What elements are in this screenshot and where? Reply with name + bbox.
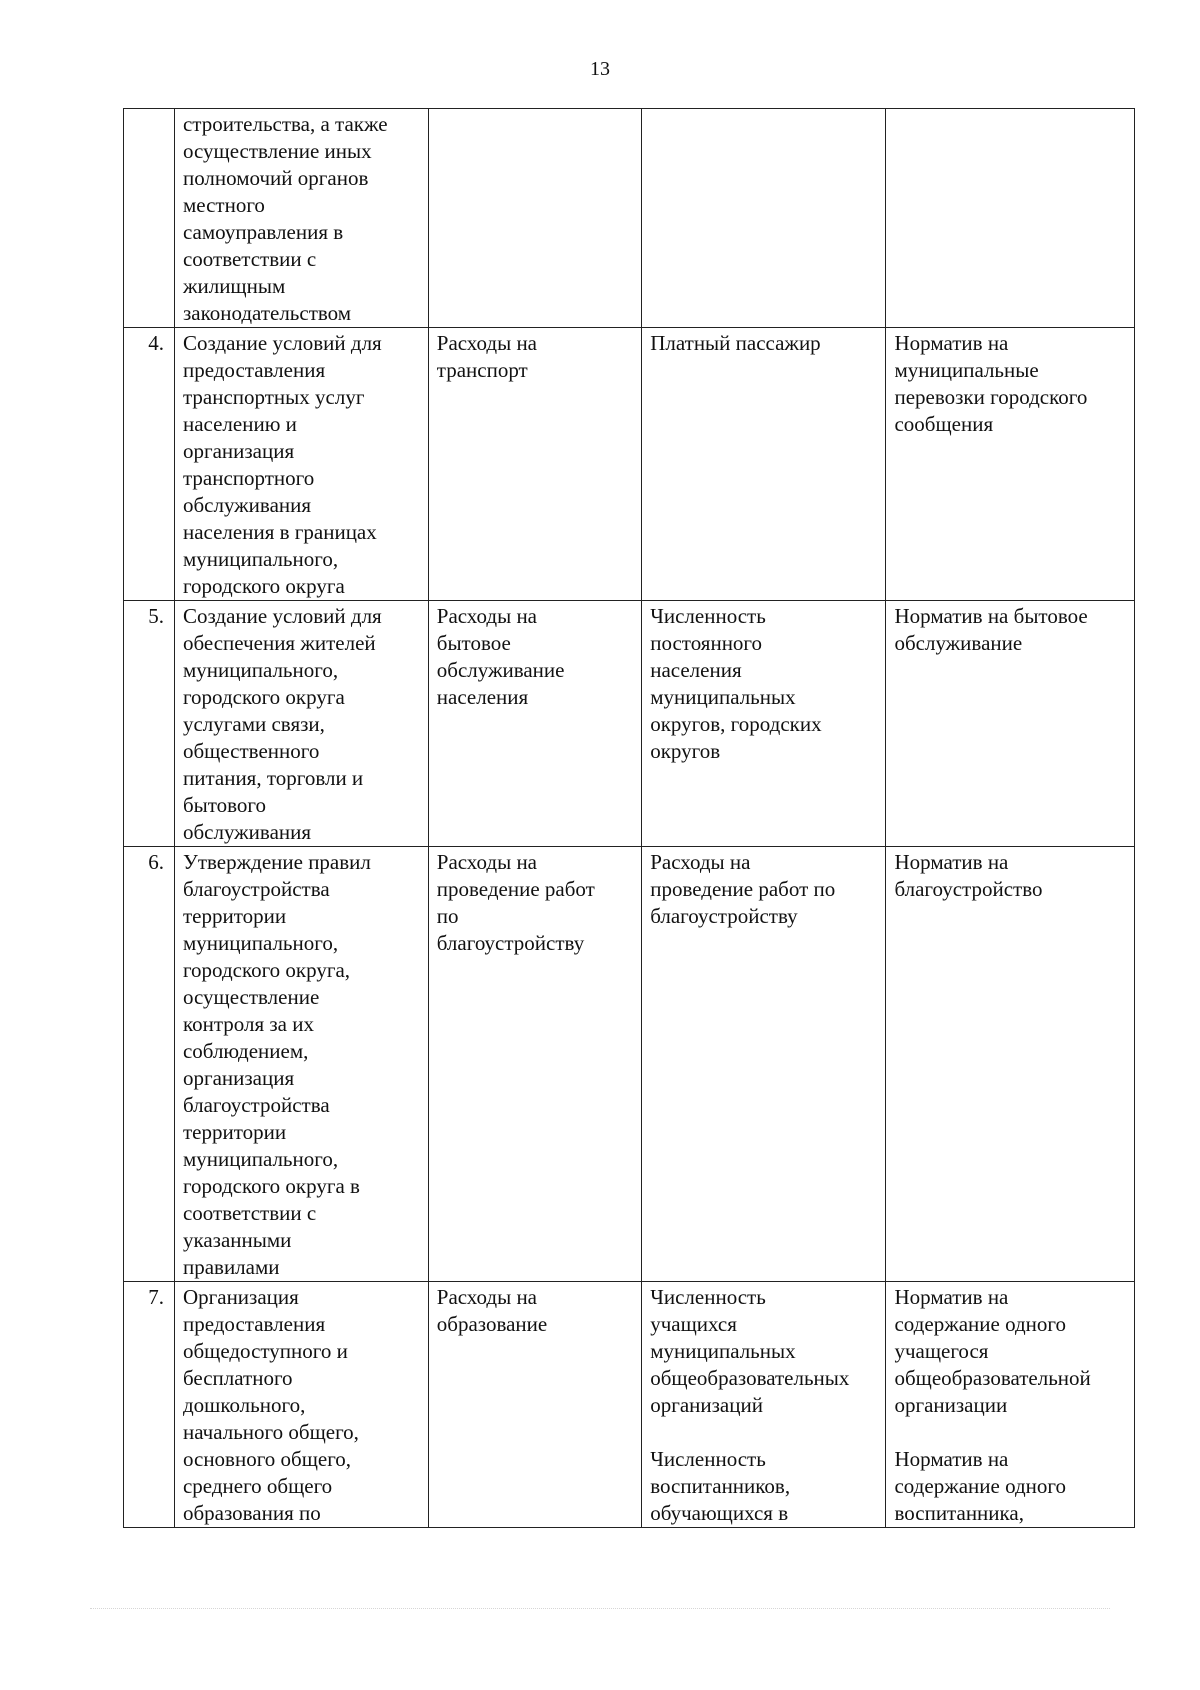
cell-text-line: обслуживания bbox=[182, 820, 312, 844]
cell-text-line: Норматив на bbox=[894, 1285, 1009, 1309]
cell-text-line: полномочий органов bbox=[182, 166, 369, 190]
cell-text-line: муниципальные bbox=[894, 358, 1039, 382]
cell-text-line: Численность bbox=[650, 604, 766, 628]
cell-text-line: по bbox=[436, 904, 459, 928]
cell-text-line: муниципального, bbox=[182, 931, 339, 955]
cell-text-line: осуществление bbox=[182, 985, 320, 1009]
cell-text-line: Норматив на bbox=[894, 331, 1009, 355]
cell-text-line: округов bbox=[650, 739, 721, 763]
cell-text-line: городского округа, bbox=[182, 958, 351, 982]
indicator-cell bbox=[642, 1282, 886, 1528]
cell-text-line: транспорт bbox=[436, 358, 528, 382]
cell-text-line: воспитанников, bbox=[650, 1474, 791, 1498]
cell-text-line: муниципальных bbox=[650, 685, 796, 709]
subject-cell bbox=[174, 1282, 428, 1528]
cell-text-line: предоставления bbox=[182, 358, 326, 382]
cell-text-line: начального общего, bbox=[182, 1420, 359, 1444]
cell-text-line: транспортного bbox=[182, 466, 315, 490]
cell-text-line: питания, торговли и bbox=[182, 766, 364, 790]
cell-text-line: территории bbox=[182, 904, 287, 928]
cell-text-line: округов, городских bbox=[650, 712, 822, 736]
indicator-cell bbox=[642, 109, 886, 328]
cell-text-line: транспортных услуг bbox=[182, 385, 365, 409]
cell-text-line: благоустройству bbox=[436, 931, 585, 955]
cell-text-line: соответствии с bbox=[182, 247, 317, 271]
indicator-cell bbox=[642, 601, 886, 847]
cell-text-line: обеспечения жителей bbox=[182, 631, 376, 655]
cell-text-line: обслуживание bbox=[894, 631, 1023, 655]
table-row bbox=[124, 328, 1135, 601]
row-number: 5. bbox=[124, 601, 175, 847]
cell-text-line: общедоступного и bbox=[182, 1339, 348, 1363]
expenses-cell bbox=[428, 847, 641, 1282]
cell-text-line: соблюдением, bbox=[182, 1039, 309, 1063]
cell-gap bbox=[894, 1419, 1126, 1446]
cell-text-line: Расходы на bbox=[436, 1285, 538, 1309]
subject-cell bbox=[174, 601, 428, 847]
cell-text-line: бытового bbox=[182, 793, 267, 817]
cell-text-line: населения в границах bbox=[182, 520, 377, 544]
subject-cell bbox=[174, 847, 428, 1282]
cell-text-line: обслуживание bbox=[436, 658, 565, 682]
cell-text-line: Численность bbox=[650, 1447, 766, 1471]
cell-text-line: муниципального, bbox=[182, 547, 339, 571]
cell-text-line: бытовое bbox=[436, 631, 511, 655]
cell-text-line: населению и bbox=[182, 412, 297, 436]
cell-text-line: содержание одного bbox=[894, 1312, 1066, 1336]
cell-text-line: благоустройству bbox=[650, 904, 798, 928]
subject-cell bbox=[174, 328, 428, 601]
cell-text-line: городского округа bbox=[182, 574, 345, 598]
cell-text-line: Расходы на bbox=[650, 850, 751, 874]
cell-text-line: правилами bbox=[182, 1255, 280, 1279]
table-row bbox=[124, 601, 1135, 847]
expenses-cell bbox=[428, 328, 641, 601]
page-number: 13 bbox=[590, 58, 610, 80]
cell-text-line: общественного bbox=[182, 739, 320, 763]
cell-text-line: благоустройство bbox=[894, 877, 1043, 901]
cell-text-line: Утверждение правил bbox=[182, 850, 371, 874]
cell-text-line: образования по bbox=[182, 1501, 321, 1525]
cell-text-line: организации bbox=[894, 1393, 1008, 1417]
norm-cell bbox=[886, 328, 1135, 601]
cell-text-line: муниципального, bbox=[182, 658, 339, 682]
cell-text-line: проведение работ по bbox=[650, 877, 836, 901]
cell-text-line: обслуживания bbox=[182, 493, 312, 517]
cell-text-line: Расходы на bbox=[436, 604, 538, 628]
cell-text-line: организация bbox=[182, 1066, 295, 1090]
cell-text-line: благоустройства bbox=[182, 1093, 330, 1117]
row-number: 4. bbox=[124, 328, 175, 601]
cell-text-line: Организация bbox=[182, 1285, 299, 1309]
cell-text-line: контроля за их bbox=[182, 1012, 314, 1036]
cell-text-line: учащегося bbox=[894, 1339, 989, 1363]
cell-text-line: Расходы на bbox=[436, 850, 538, 874]
table-body bbox=[124, 109, 1135, 1528]
cell-text-line: сообщения bbox=[894, 412, 994, 436]
cell-text-line: Создание условий для bbox=[182, 604, 382, 628]
cell-text-line: Норматив на bbox=[894, 850, 1009, 874]
expenses-cell bbox=[428, 601, 641, 847]
cell-text-line: населения bbox=[436, 685, 529, 709]
cell-text-line: Численность bbox=[650, 1285, 766, 1309]
cell-text-line: учащихся bbox=[650, 1312, 737, 1336]
cell-text-line: организация bbox=[182, 439, 295, 463]
cell-text-line: среднего общего bbox=[182, 1474, 333, 1498]
cell-text-line: содержание одного bbox=[894, 1474, 1066, 1498]
norm-cell bbox=[886, 847, 1135, 1282]
cell-text-line: местного bbox=[182, 193, 265, 217]
cell-text-line: муниципального, bbox=[182, 1147, 339, 1171]
cell-text-line: общеобразовательной bbox=[894, 1366, 1091, 1390]
cell-text-line: перевозки городского bbox=[894, 385, 1088, 409]
cell-text-line: территории bbox=[182, 1120, 287, 1144]
row-number: 6. bbox=[124, 847, 175, 1282]
cell-text-line: Платный пассажир bbox=[650, 331, 821, 355]
cell-text-line: организаций bbox=[650, 1393, 763, 1417]
table-row bbox=[124, 1282, 1135, 1528]
cell-text-line: жилищным bbox=[182, 274, 286, 298]
scan-artifact-line bbox=[90, 1608, 1110, 1611]
cell-text-line: законодательством bbox=[182, 301, 352, 325]
subject-cell bbox=[174, 109, 428, 328]
norm-cell bbox=[886, 601, 1135, 847]
table-row bbox=[124, 109, 1135, 328]
cell-gap bbox=[650, 1419, 877, 1446]
norm-cell bbox=[886, 109, 1135, 328]
row-number bbox=[124, 109, 175, 328]
cell-text-line: услугами связи, bbox=[182, 712, 325, 736]
cell-text-line: муниципальных bbox=[650, 1339, 796, 1363]
cell-text-line: проведение работ bbox=[436, 877, 595, 901]
cell-text-line: предоставления bbox=[182, 1312, 326, 1336]
expenses-cell bbox=[428, 1282, 641, 1528]
cell-text-line: общеобразовательных bbox=[650, 1366, 850, 1390]
cell-text-line: строительства, а также bbox=[182, 112, 388, 136]
cell-text-line: Создание условий для bbox=[182, 331, 382, 355]
norm-cell bbox=[886, 1282, 1135, 1528]
cell-text-line: самоуправления в bbox=[182, 220, 344, 244]
municipal-functions-table bbox=[123, 108, 1135, 1528]
cell-text-line: обучающихся в bbox=[650, 1501, 789, 1525]
cell-text-line: Норматив на bbox=[894, 1447, 1009, 1471]
cell-text-line: дошкольного, bbox=[182, 1393, 306, 1417]
cell-text-line: воспитанника, bbox=[894, 1501, 1024, 1525]
cell-text-line: городского округа bbox=[182, 685, 345, 709]
table-row bbox=[124, 847, 1135, 1282]
indicator-cell bbox=[642, 847, 886, 1282]
cell-text-line: соответствии с bbox=[182, 1201, 317, 1225]
cell-text-line: указанными bbox=[182, 1228, 292, 1252]
expenses-cell bbox=[428, 109, 641, 328]
cell-text-line: населения bbox=[650, 658, 742, 682]
cell-text-line: постоянного bbox=[650, 631, 763, 655]
indicator-cell bbox=[642, 328, 886, 601]
cell-text-line: осуществление иных bbox=[182, 139, 372, 163]
cell-text-line: бесплатного bbox=[182, 1366, 293, 1390]
cell-text-line: городского округа в bbox=[182, 1174, 360, 1198]
cell-text-line: основного общего, bbox=[182, 1447, 352, 1471]
cell-text-line: Норматив на бытовое bbox=[894, 604, 1088, 628]
cell-text-line: образование bbox=[436, 1312, 548, 1336]
row-number: 7. bbox=[124, 1282, 175, 1528]
cell-text-line: благоустройства bbox=[182, 877, 330, 901]
cell-text-line: Расходы на bbox=[436, 331, 538, 355]
